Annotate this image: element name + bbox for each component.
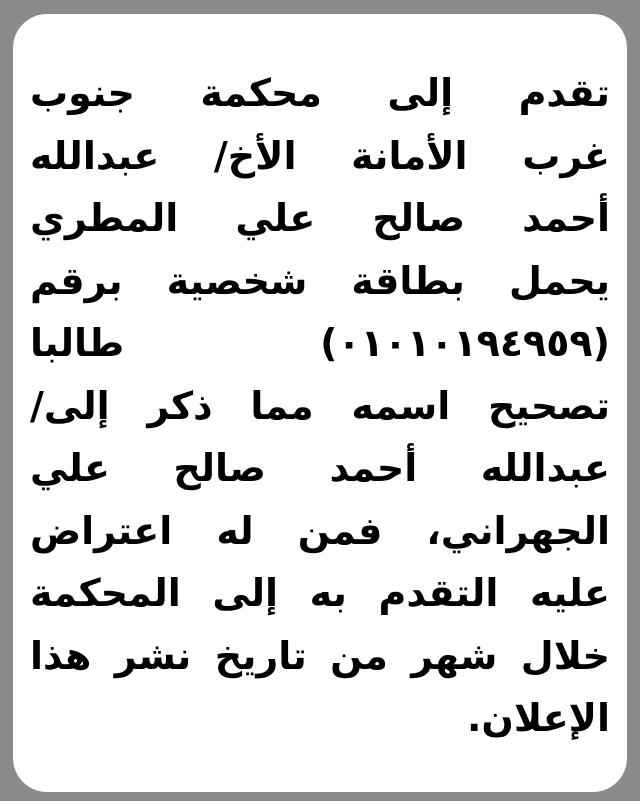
legal-notice-text bbox=[30, 62, 610, 750]
notice-line: غرب الأمانة الأخ/ عبدالله bbox=[30, 133, 610, 178]
notice-line: عبدالله أحمد صالح علي bbox=[30, 446, 610, 490]
notice-line: عليه التقدم به إلى المحكمة bbox=[30, 571, 610, 615]
notice-line: تصحيح اسمه مما ذكر إلى/ bbox=[30, 383, 610, 428]
notice-line: (٠١٠١٠١٩٤٩٥٩) طالبا bbox=[30, 321, 610, 365]
notice-line: الجهراني، فمن له اعتراض bbox=[30, 508, 610, 553]
notice-line-final: الإعلان. bbox=[466, 696, 610, 740]
notice-line: أحمد صالح علي المطري bbox=[30, 196, 610, 240]
notice-line: يحمل بطاقة شخصية برقم bbox=[30, 258, 610, 303]
notice-line: تقدم إلى محكمة جنوب bbox=[30, 71, 610, 115]
notice-line: خلال شهر من تاريخ نشر هذا bbox=[30, 633, 610, 678]
